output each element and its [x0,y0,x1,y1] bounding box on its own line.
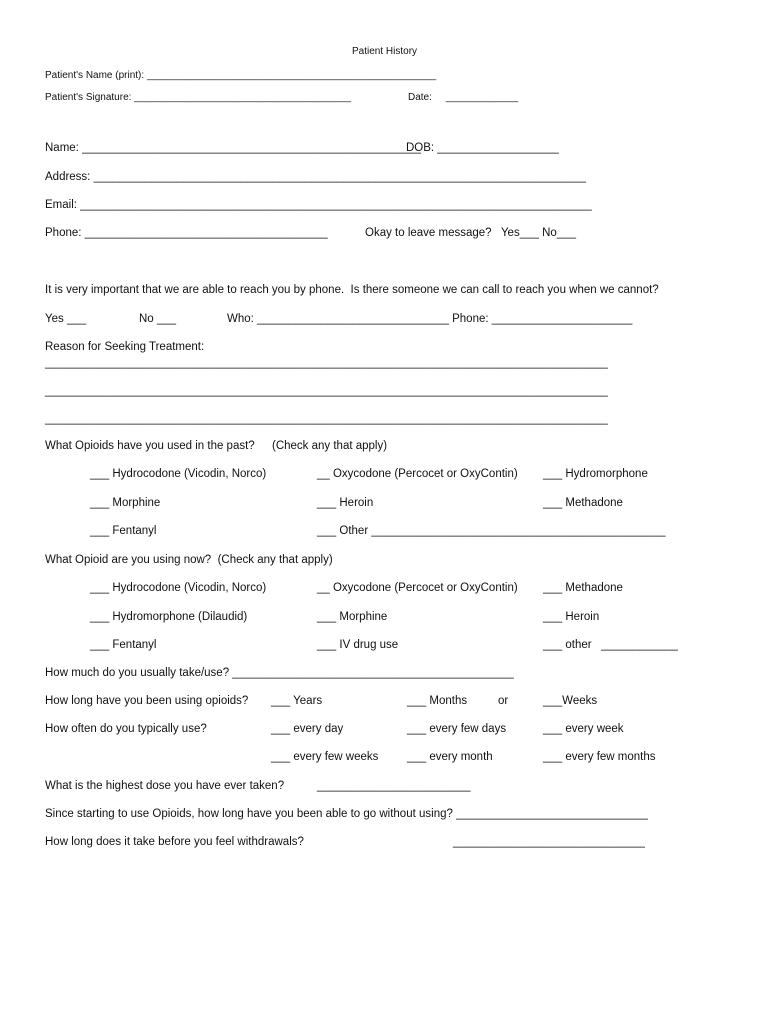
how-long-question: How long have you been using opioids? [45,695,249,707]
patient-signature-field[interactable]: Patient's Signature: _______________________________________ [45,92,352,103]
current-fentanyl-option[interactable]: ___ Fentanyl [90,639,157,651]
past-morphine-option[interactable]: ___ Morphine [90,497,161,509]
every-month-option[interactable]: ___ every month [407,751,493,763]
current-opioids-question: What Opioid are you using now? (Check any that apply) [45,554,333,566]
every-week-option[interactable]: ___ every week [543,723,624,735]
or-label: or [498,695,509,707]
phone-field[interactable]: Phone: ______________________________________ [45,227,328,239]
page-title: Patient History [352,46,418,57]
months-option[interactable]: ___ Months [407,695,468,707]
past-hydromorphone-option[interactable]: ___ Hydromorphone [543,468,648,480]
past-oxycodone-option[interactable]: __ Oxycodone (Percocet or OxyContin) [317,468,518,480]
reason-line[interactable]: ________________________________________________________________________________________ [45,385,608,397]
past-methadone-option[interactable]: ___ Methadone [543,497,623,509]
current-oxycodone-option[interactable]: __ Oxycodone (Percocet or OxyContin) [317,582,518,594]
reason-label: Reason for Seeking Treatment: [45,341,205,353]
alternate-no-option[interactable]: No ___ [139,313,177,325]
past-hydrocodone-option[interactable]: ___ Hydrocodone (Vicodin, Norco) [90,468,267,480]
current-heroin-option[interactable]: ___ Heroin [543,611,600,623]
weeks-option[interactable]: ___Weeks [543,695,598,707]
every-few-weeks-option[interactable]: ___ every few weeks [271,751,379,763]
how-often-question: How often do you typically use? [45,723,207,735]
every-day-option[interactable]: ___ every day [271,723,344,735]
past-heroin-option[interactable]: ___ Heroin [317,497,374,509]
every-few-days-option[interactable]: ___ every few days [407,723,507,735]
years-option[interactable]: ___ Years [271,695,323,707]
current-hydromorphone-option[interactable]: ___ Hydromorphone (Dilaudid) [90,611,248,623]
alternate-who-phone-field[interactable]: Who: ______________________________ Phone: ______________________ [227,313,633,325]
how-much-field[interactable]: How much do you usually take/use? ____________________________________________ [45,667,514,679]
email-field[interactable]: Email: ________________________________________________________________________________ [45,199,592,211]
alternate-contact-question: It is very important that we are able to reach you by phone. Is there someone we can call to reach you when we cannot? [45,284,659,296]
current-other-option[interactable]: ___ other ____________ [543,639,678,651]
past-opioids-hint: (Check any that apply) [272,440,388,452]
current-methadone-option[interactable]: ___ Methadone [543,582,623,594]
current-hydrocodone-option[interactable]: ___ Hydrocodone (Vicodin, Norco) [90,582,267,594]
past-other-option[interactable]: ___ Other ______________________________________________ [317,525,666,537]
withdrawals-field[interactable]: ______________________________ [453,836,645,848]
alternate-yes-option[interactable]: Yes ___ [45,313,87,325]
reason-line[interactable]: ________________________________________________________________________________________ [45,413,608,425]
every-few-months-option[interactable]: ___ every few months [543,751,656,763]
current-morphine-option[interactable]: ___ Morphine [317,611,388,623]
reason-line[interactable]: ________________________________________________________________________________________ [45,357,608,369]
highest-dose-question: What is the highest dose you have ever taken? [45,780,285,792]
past-opioids-question: What Opioids have you used in the past? [45,440,255,452]
current-iv-drug-use-option[interactable]: ___ IV drug use [317,639,399,651]
past-fentanyl-option[interactable]: ___ Fentanyl [90,525,157,537]
okay-to-leave-message[interactable]: Okay to leave message? Yes___ No___ [365,227,576,239]
date-field[interactable]: Date: _____________ [408,92,519,103]
address-field[interactable]: Address: _____________________________________________________________________________ [45,171,587,183]
without-using-field[interactable]: Since starting to use Opioids, how long have you been able to go without using? ______________________________ [45,808,648,820]
patient-name-print-field[interactable]: Patient's Name (print): ____________________________________________________ [45,70,437,81]
highest-dose-field[interactable]: ________________________ [317,780,471,792]
dob-field[interactable]: DOB: ___________________ [406,142,559,154]
name-field[interactable]: Name: _____________________________________________________ [45,142,422,154]
withdrawals-question: How long does it take before you feel withdrawals? [45,836,304,848]
